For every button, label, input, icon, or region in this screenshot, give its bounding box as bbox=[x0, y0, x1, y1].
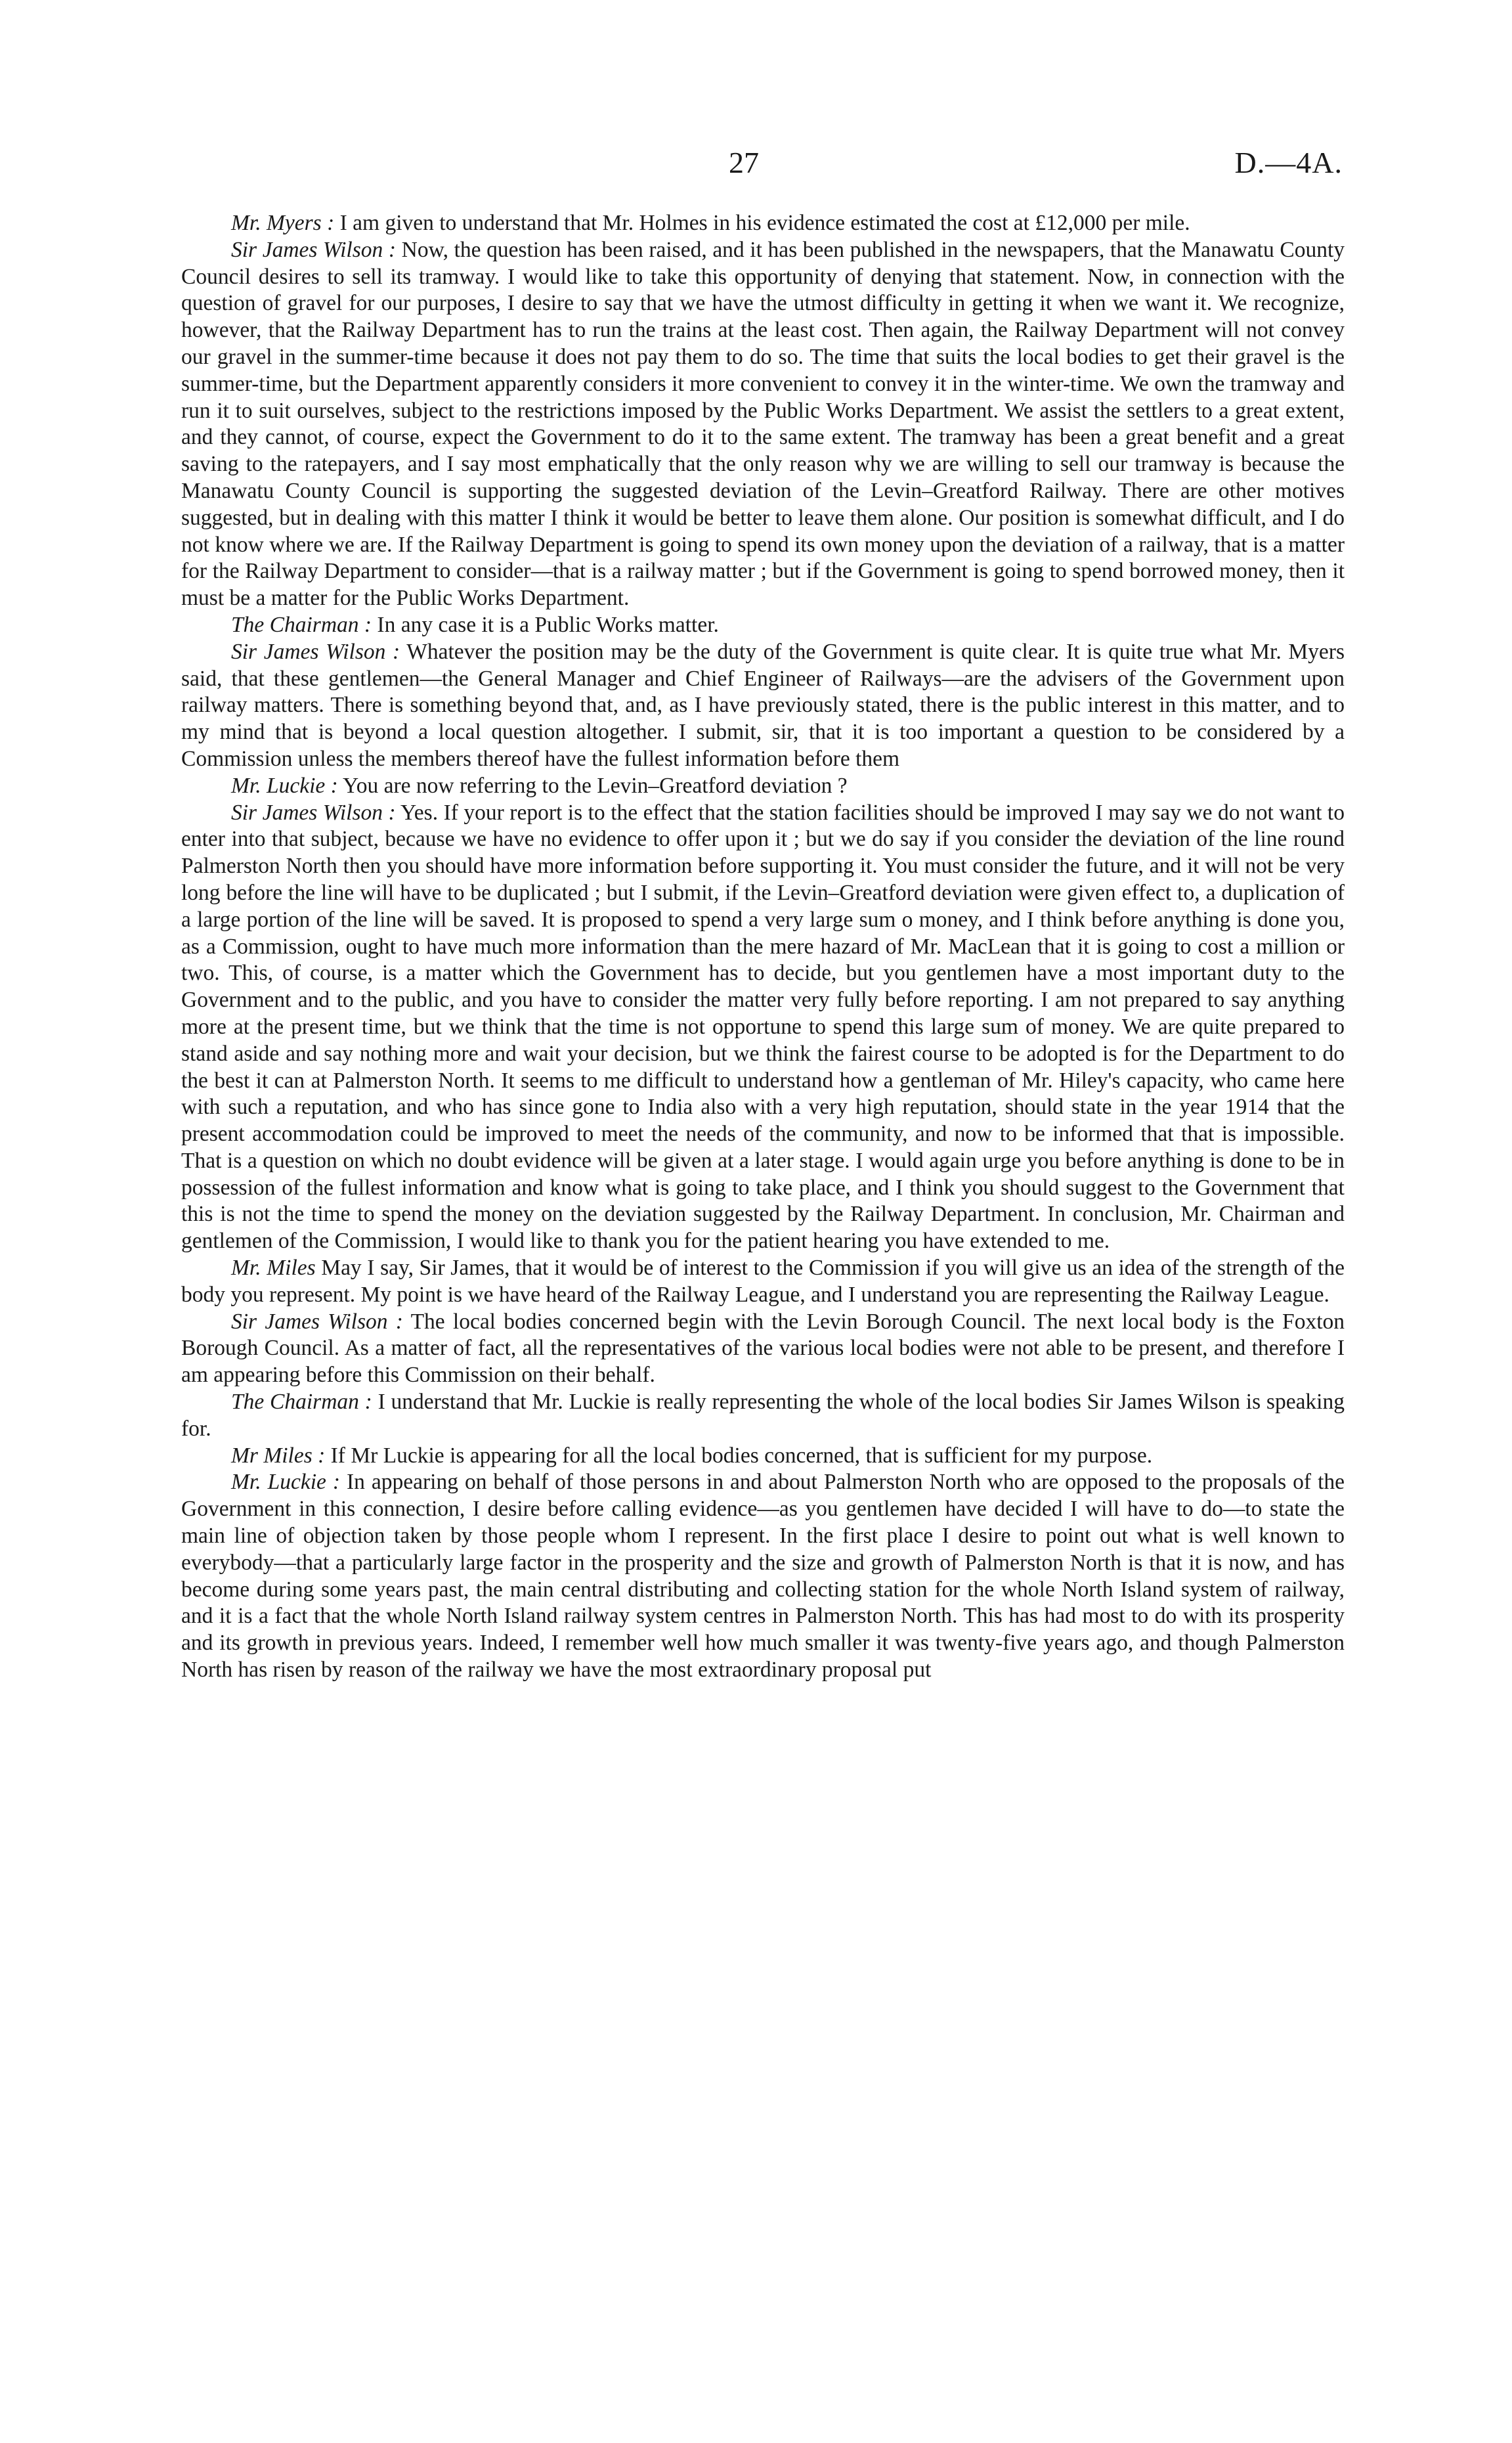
paragraph bbox=[181, 1443, 1345, 1470]
speaker-name: Sir James Wilson : bbox=[231, 639, 400, 664]
paragraph-text: I understand that Mr. Luckie is really representing the whole of the local bodies Sir James Wilson is speaking for. bbox=[181, 1390, 1345, 1441]
speaker-name: Sir James Wilson : bbox=[231, 1309, 403, 1334]
paragraph-text: Whatever the position may be the duty of the Government is quite clear. It is quite true what Mr. Myers said, that these gentlemen—the General Manager and Chief Engineer of Railways—are the advisers of the Government upon railway matters. There is something beyond that, and, as I have previously stated, there is the public interest in this matter, and to my mind that is beyond a local question altogether. I submit, sir, that it is too important a question to be considered by a Commission unless the members thereof have the fullest information before them bbox=[181, 639, 1345, 771]
speaker-name: Mr. Luckie : bbox=[231, 1470, 341, 1495]
paragraph bbox=[181, 639, 1345, 773]
paragraph bbox=[181, 1469, 1345, 1683]
paragraph bbox=[181, 612, 1345, 639]
paragraph-text: May I say, Sir James, that it would be of interest to the Commission if you will give us an idea of the strength of the body you represent. My point is we have heard of the Railway League, and I understand you are representing the Railway League. bbox=[181, 1256, 1345, 1307]
speaker-name: Mr. Luckie : bbox=[231, 773, 338, 798]
speaker-name: Mr Miles : bbox=[231, 1443, 326, 1468]
paragraph-text: I am given to understand that Mr. Holmes in his evidence estimated the cost at £12,000 per mile. bbox=[334, 211, 1190, 235]
paragraph bbox=[181, 773, 1345, 800]
paragraph-text: Yes. If your report is to the effect that the station facilities should be improved I may say we do not want to enter into that subject, because we have no evidence to offer upon it ; but we do say if you consider the deviation of the line round Palmerston North then you should have more information before supporting it. You must consider the future, and it will not be very long before the line will have to be duplicated ; but I submit, if the Levin–Greatford deviation were given effect to, a duplication of a large portion of the line will be saved. It is proposed to spend a very large sum o money, and I think before anything is done you, as a Commission, ought to have much more information than the mere hazard of Mr. MacLean that it is going to cost a million or two. This, of course, is a matter which the Government has to decide, but you gentlemen have a most important duty to the Government and to the public, and you have to consider the matter very fully before reporting. I am not prepared to say anything more at the present time, but we think that the time is not opportune to spend this large sum of money. We are quite prepared to stand aside and say nothing more and wait your decision, but we think the fairest course to be adopted is for the Department to do the best it can at Palmerston North. It seems to me difficult to understand how a gentleman of Mr. Hiley's capacity, who came here with such a reputation, and who has since gone to India also with a very high reputation, should state in the year 1914 that the present accommodation could be improved to meet the needs of the community, and now to be informed that that is impossible. That is a question on which no doubt evidence will be given at a later stage. I would again urge you before anything is done to be in possession of the fullest information and know what is going to take place, and I think you should suggest to the Government that this is not the time to spend the money on the deviation suggested by the Railway Department. In conclusion, Mr. Chairman and gentlemen of the Commission, I would like to thank you for the patient hearing you have extended to me. bbox=[181, 800, 1345, 1254]
page-header bbox=[0, 143, 1512, 189]
speaker-name: Sir James Wilson : bbox=[231, 237, 397, 262]
paragraph-text: If Mr Luckie is appearing for all the local bodies concerned, that is sufficient for my purpose. bbox=[325, 1443, 1153, 1468]
paragraph-text: In appearing on behalf of those persons in and about Palmerston North who are opposed to the proposals of the Government in this connection, I desire before calling evidence—as you gentlemen have decided I will have to do—to state the main line of objection taken by those people whom I represent. In the first place I desire to point out what is well known to everybody—that a particularly large factor in the prosperity and the size and growth of Palmerston North is that it is now, and has become during some years past, the main central distributing and collecting station for the whole North Island system of railway, and it is a fact that the whole North Island railway system centres in Palmerston North. This has had most to do with its prosperity and its growth in previous years. Indeed, I remember well how much smaller it was twenty-five years ago, and though Palmerston North has risen by reason of the railway we have the most extraordinary proposal put bbox=[181, 1470, 1345, 1683]
speaker-name: The Chairman : bbox=[231, 1390, 372, 1415]
speaker-name: Mr. Myers : bbox=[231, 211, 335, 235]
paragraph bbox=[181, 1255, 1345, 1309]
paragraph bbox=[181, 1309, 1345, 1389]
paragraph bbox=[181, 1389, 1345, 1443]
paragraph-text: Now, the question has been raised, and it has been published in the newspapers, that the Manawatu County Council desires to sell its tramway. I would like to take this opportunity of denying that statement. Now, in connection with the question of gravel for our purposes, I desire to say that we have the utmost difficulty in getting it when we want it. We recognize, however, that the Railway Department has to run the trains at the least cost. Then again, the Railway Department will not convey our gravel in the summer-time because it does not pay them to do so. The time that suits the local bodies to get their gravel is the summer-time, but the Department apparently considers it more convenient to convey it in the winter-time. We own the tramway and run it to suit ourselves, subject to the restrictions imposed by the Public Works Department. We assist the settlers to a great extent, and they cannot, of course, expect the Government to do it to the same extent. The tramway has been a great benefit and a great saving to the ratepayers, and I say most emphatically that the only reason why we are willing to sell our tramway is because the Manawatu County Council is supporting the suggested deviation of the Levin–Greatford Railway. There are other motives suggested, but in dealing with this matter I think it would be better to leave them alone. Our position is somewhat difficult, and I do not know where we are. If the Railway Department is going to spend its own money upon the deviation of a railway, that is a matter for the Railway Department to consider—that is a railway matter ; but if the Government is going to spend borrowed money, then it must be a matter for the Public Works Department. bbox=[181, 237, 1345, 611]
speaker-name: Mr. Miles bbox=[231, 1256, 316, 1281]
page-number: 27 bbox=[729, 146, 759, 179]
paragraph bbox=[181, 210, 1345, 237]
speaker-name: The Chairman : bbox=[231, 612, 372, 637]
document-reference: D.—4A. bbox=[1234, 146, 1343, 179]
paragraph bbox=[181, 237, 1345, 612]
speaker-name: Sir James Wilson : bbox=[231, 800, 396, 825]
page-body bbox=[181, 210, 1345, 1684]
paragraph-text: In any case it is a Public Works matter. bbox=[372, 612, 719, 637]
paragraph bbox=[181, 800, 1345, 1256]
paragraph-text: You are now referring to the Levin–Greatford deviation ? bbox=[337, 773, 848, 798]
paragraph-text: The local bodies concerned begin with the Levin Borough Council. The next local body is the Foxton Borough Council. As a matter of fact, all the representatives of the various local bodies were not able to be present, and therefore I am appearing before this Commission on their behalf. bbox=[181, 1309, 1345, 1388]
